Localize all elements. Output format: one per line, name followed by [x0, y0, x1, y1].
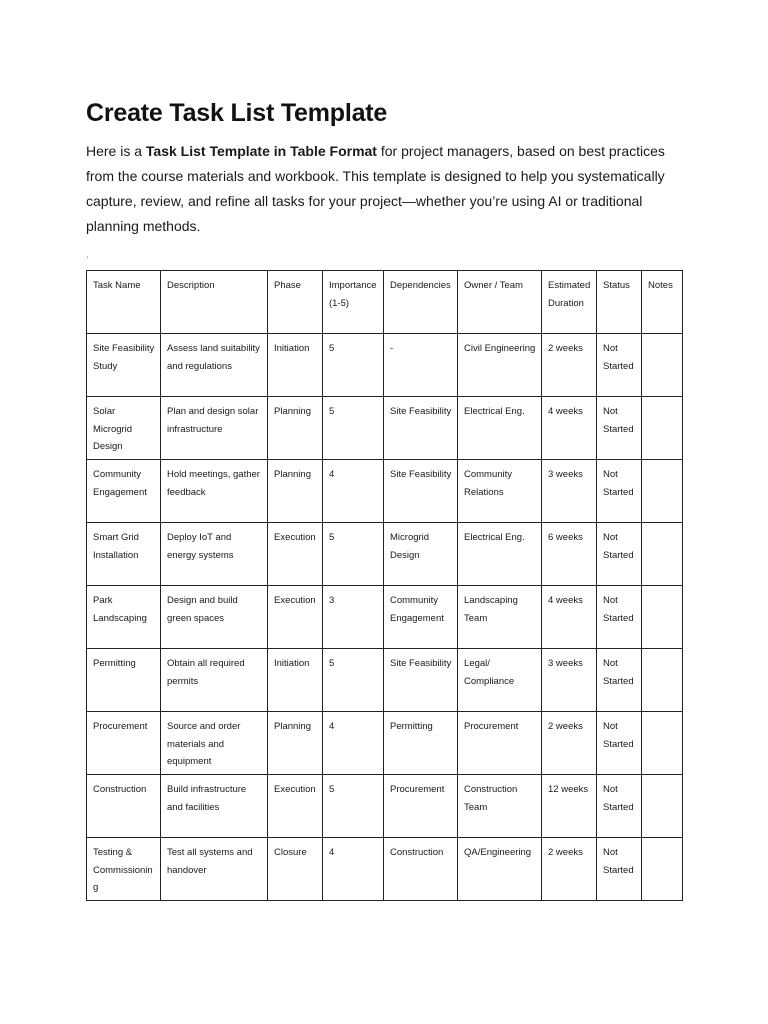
cell-notes — [642, 523, 683, 586]
cell-importance: 3 — [323, 586, 384, 649]
header-row — [87, 271, 683, 334]
cell-importance: 4 — [323, 460, 384, 523]
cell-estimated-duration: 2 weeks — [542, 334, 597, 397]
cell-status: Not Started — [597, 523, 642, 586]
cell-task-name: Site Feasibility Study — [87, 334, 161, 397]
intro-paragraph — [86, 139, 686, 239]
cell-owner-team: Community Relations — [458, 460, 542, 523]
intro-lead: Here is a — [86, 143, 146, 159]
table-row — [87, 775, 683, 838]
table-row — [87, 397, 683, 460]
cell-owner-team: Legal/ Compliance — [458, 649, 542, 712]
header-description: Description — [161, 271, 268, 334]
cell-estimated-duration: 4 weeks — [542, 397, 597, 460]
cell-importance: 5 — [323, 775, 384, 838]
cell-dependencies: Permitting — [384, 712, 458, 775]
cell-status: Not Started — [597, 397, 642, 460]
cell-notes — [642, 775, 683, 838]
header-status: Status — [597, 271, 642, 334]
intro-bold-phrase: Task List Template in Table Format — [145, 143, 377, 159]
cell-estimated-duration: 12 weeks — [542, 775, 597, 838]
cell-owner-team: Electrical Eng. — [458, 397, 542, 460]
cell-notes — [642, 397, 683, 460]
cell-notes — [642, 460, 683, 523]
table-header — [87, 271, 683, 334]
cell-notes — [642, 838, 683, 901]
table-row — [87, 460, 683, 523]
cell-status: Not Started — [597, 649, 642, 712]
cell-notes — [642, 334, 683, 397]
cell-description: Plan and design solar infrastructure — [161, 397, 268, 460]
cell-dependencies: Site Feasibility — [384, 460, 458, 523]
cell-phase: Initiation — [268, 649, 323, 712]
header-notes: Notes — [642, 271, 683, 334]
cell-dependencies: Construction — [384, 838, 458, 901]
header-task-name: Task Name — [87, 271, 161, 334]
cell-phase: Planning — [268, 460, 323, 523]
page-title: Create Task List Template — [86, 99, 388, 127]
cell-status: Not Started — [597, 586, 642, 649]
cell-description: Deploy IoT and energy systems — [161, 523, 268, 586]
cell-task-name: Community Engagement — [87, 460, 161, 523]
table-body — [87, 334, 683, 901]
cell-importance: 4 — [323, 838, 384, 901]
cell-phase: Initiation — [268, 334, 323, 397]
cell-notes — [642, 712, 683, 775]
header-phase: Phase — [268, 271, 323, 334]
cell-owner-team: QA/Engineering — [458, 838, 542, 901]
table-row — [87, 838, 683, 901]
cell-dependencies: - — [384, 334, 458, 397]
table-row — [87, 712, 683, 775]
cell-status: Not Started — [597, 775, 642, 838]
header-importance: Importance (1-5) — [323, 271, 384, 334]
table-row — [87, 586, 683, 649]
cell-estimated-duration: 6 weeks — [542, 523, 597, 586]
table-row — [87, 334, 683, 397]
cell-notes — [642, 649, 683, 712]
cell-description: Build infrastructure and facilities — [161, 775, 268, 838]
cell-task-name: Construction — [87, 775, 161, 838]
stray-mark: ˌ — [86, 248, 89, 258]
cell-task-name: Solar Microgrid Design — [87, 397, 161, 460]
cell-phase: Closure — [268, 838, 323, 901]
cell-description: Hold meetings, gather feedback — [161, 460, 268, 523]
table-row — [87, 523, 683, 586]
cell-importance: 5 — [323, 523, 384, 586]
cell-estimated-duration: 3 weeks — [542, 460, 597, 523]
cell-status: Not Started — [597, 712, 642, 775]
cell-estimated-duration: 4 weeks — [542, 586, 597, 649]
cell-dependencies: Site Feasibility — [384, 397, 458, 460]
cell-task-name: Permitting — [87, 649, 161, 712]
cell-estimated-duration: 3 weeks — [542, 649, 597, 712]
cell-phase: Planning — [268, 397, 323, 460]
cell-dependencies: Microgrid Design — [384, 523, 458, 586]
cell-owner-team: Landscaping Team — [458, 586, 542, 649]
cell-owner-team: Electrical Eng. — [458, 523, 542, 586]
cell-importance: 5 — [323, 397, 384, 460]
cell-task-name: Park Landscaping — [87, 586, 161, 649]
header-owner-team: Owner / Team — [458, 271, 542, 334]
cell-status: Not Started — [597, 838, 642, 901]
task-list-table — [86, 270, 683, 901]
cell-notes — [642, 586, 683, 649]
cell-importance: 4 — [323, 712, 384, 775]
cell-task-name: Smart Grid Installation — [87, 523, 161, 586]
cell-owner-team: Civil Engineering — [458, 334, 542, 397]
cell-task-name: Testing & Commissioning — [87, 838, 161, 901]
header-estimated-duration: Estimated Duration — [542, 271, 597, 334]
cell-importance: 5 — [323, 649, 384, 712]
cell-description: Test all systems and handover — [161, 838, 268, 901]
cell-status: Not Started — [597, 460, 642, 523]
table-row — [87, 649, 683, 712]
header-dependencies: Dependencies — [384, 271, 458, 334]
cell-phase: Execution — [268, 586, 323, 649]
cell-owner-team: Construction Team — [458, 775, 542, 838]
cell-description: Design and build green spaces — [161, 586, 268, 649]
cell-description: Assess land suitability and regulations — [161, 334, 268, 397]
cell-status: Not Started — [597, 334, 642, 397]
cell-description: Source and order materials and equipment — [161, 712, 268, 775]
cell-description: Obtain all required permits — [161, 649, 268, 712]
cell-dependencies: Community Engagement — [384, 586, 458, 649]
cell-estimated-duration: 2 weeks — [542, 712, 597, 775]
cell-estimated-duration: 2 weeks — [542, 838, 597, 901]
intro-rest: for project managers, based on best practices from the course materials and workbook. This template is designed to help you systematically capture, review, and refine all tasks for your project—whether you’re using AI or traditional planning methods. — [86, 143, 665, 234]
cell-dependencies: Procurement — [384, 775, 458, 838]
cell-phase: Execution — [268, 775, 323, 838]
cell-task-name: Procurement — [87, 712, 161, 775]
cell-phase: Planning — [268, 712, 323, 775]
cell-importance: 5 — [323, 334, 384, 397]
cell-dependencies: Site Feasibility — [384, 649, 458, 712]
cell-owner-team: Procurement — [458, 712, 542, 775]
cell-phase: Execution — [268, 523, 323, 586]
